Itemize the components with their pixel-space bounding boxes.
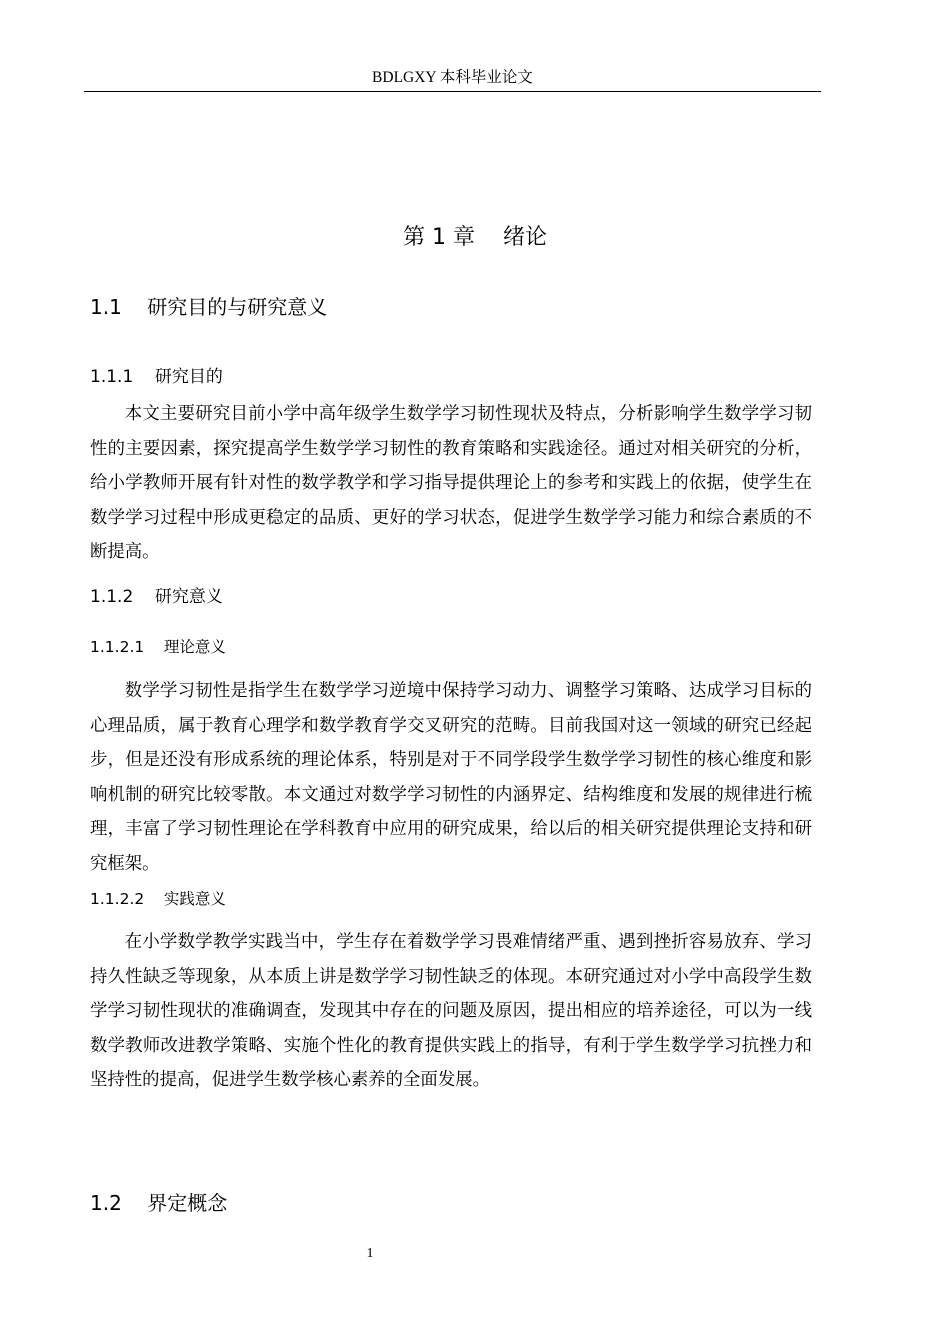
section-heading-1-1-2: 1.1.2 研究意义 (90, 587, 223, 607)
chapter-title: 第 1 章 绪论 (403, 225, 547, 250)
header-rule (84, 91, 821, 92)
section-heading-1-1-1: 1.1.1 研究目的 (90, 367, 223, 387)
page-number: 1 (366, 1246, 374, 1261)
section-heading-1-2: 1.2 界定概念 (90, 1191, 228, 1215)
running-header: BDLGXY 本科毕业论文 (372, 69, 533, 86)
section-heading-1-1-2-2: 1.1.2.2 实践意义 (90, 890, 226, 908)
paragraph-practical-significance: 在小学数学教学实践当中，学生存在着数学学习畏难情绪严重、遇到挫折容易放弃、学习持久性缺乏等现象，从本质上讲是数学学习韧性缺乏的体现。本研究通过对小学中高段学生数学学习韧性现状的准确调查，发现其中存在的问题及原因，提出相应的培养途径，可以为一线数学教师改进教学策略、实施个性化的教育提供实践上的指导，有利于学生数学学习抗挫力和坚持性的提高，促进学生数学核心素养的全面发展。 (90, 931, 812, 1089)
section-heading-1-1: 1.1 研究目的与研究意义 (90, 295, 328, 319)
paragraph-research-purpose: 本文主要研究目前小学中高年级学生数学学习韧性现状及特点，分析影响学生数学学习韧性的主要因素，探究提高学生数学学习韧性的教育策略和实践途径。通过对相关研究的分析，给小学教师开展有针对性的数学教学和学习指导提供理论上的参考和实践上的依据，使学生在数学学习过程中形成更稳定的品质、更好的学习状态，促进学生数学学习能力和综合素质的不断提高。 (90, 403, 812, 561)
section-heading-1-1-2-1: 1.1.2.1 理论意义 (90, 638, 226, 656)
paragraph-theoretical-significance: 数学学习韧性是指学生在数学学习逆境中保持学习动力、调整学习策略、达成学习目标的心理品质，属于教育心理学和数学教育学交叉研究的范畴。目前我国对这一领域的研究已经起步，但是还没有形成系统的理论体系，特别是对于不同学段学生数学学习韧性的核心维度和影响机制的研究比较零散。本文通过对数学学习韧性的内涵界定、结构维度和发展的规律进行梳理，丰富了学习韧性理论在学科教育中应用的研究成果，给以后的相关研究提供理论支持和研究框架。 (90, 680, 812, 873)
